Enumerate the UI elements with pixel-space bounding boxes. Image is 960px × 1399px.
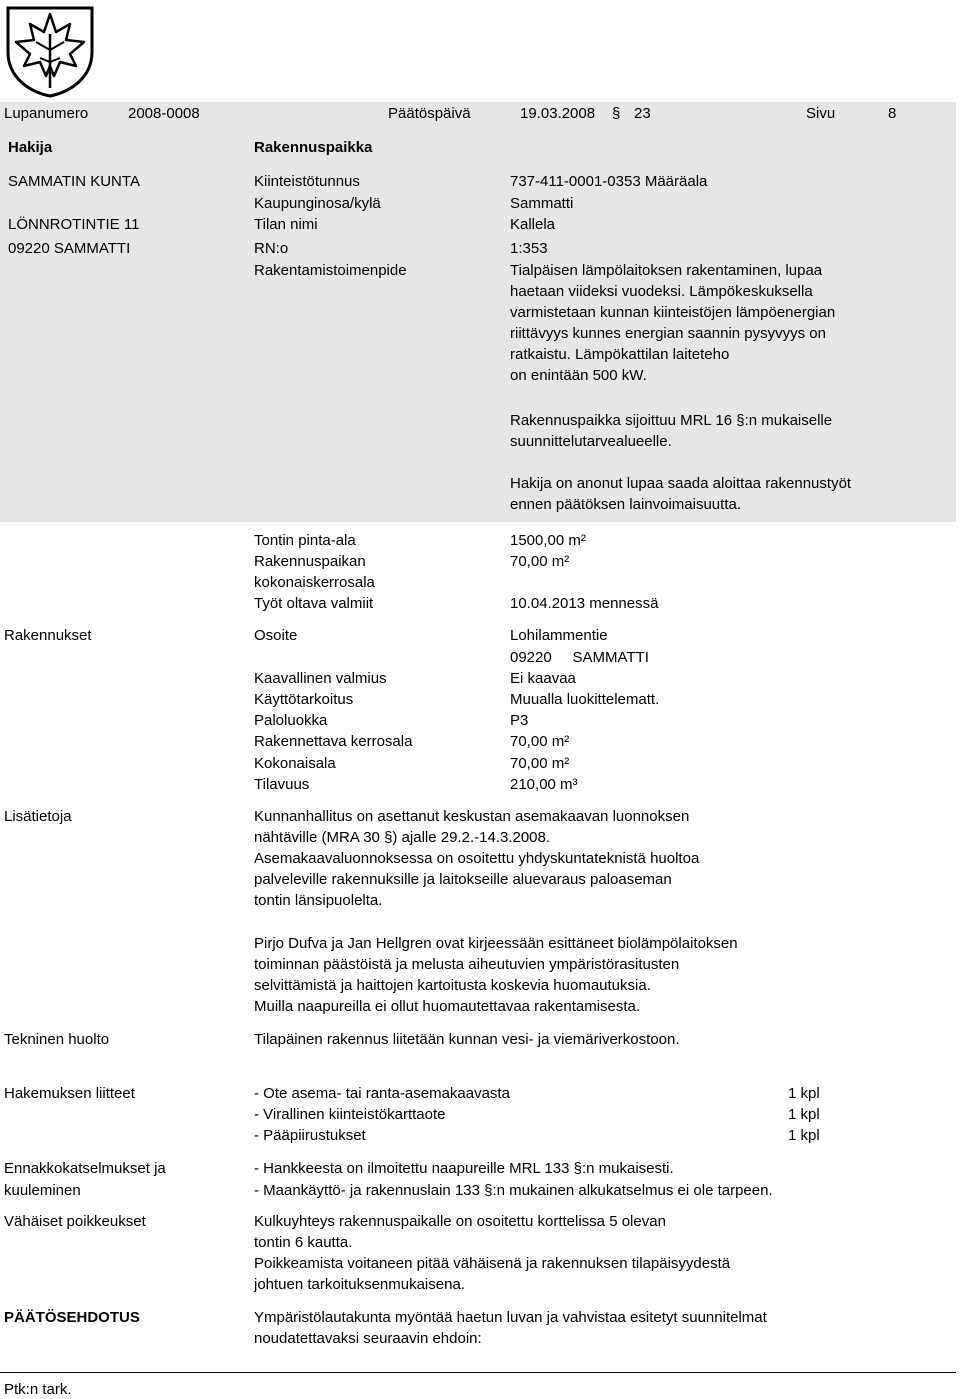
osoite-value-street: Lohilammentie bbox=[510, 627, 608, 644]
pinta-ala-label: Tontin pinta-ala bbox=[254, 532, 356, 549]
liite-qty: 1 kpl bbox=[788, 1106, 820, 1123]
text-line: Ympäristölautakunta myöntää haetun luvan ja vahvistaa esitetyt suunnitelmat bbox=[254, 1309, 767, 1326]
rn-label: RN:o bbox=[254, 240, 289, 257]
tilavuus-label: Tilavuus bbox=[254, 776, 310, 793]
pinta-ala-value: 1500,00 m² bbox=[510, 532, 586, 549]
text-line: Muilla naapureilla ei ollut huomautettavaa rakentamisesta. bbox=[254, 998, 641, 1015]
liite-name: - Virallinen kiinteistökarttaote bbox=[254, 1106, 446, 1123]
kaytto-label: Käyttötarkoitus bbox=[254, 691, 354, 708]
text-line: tontin 6 kautta. bbox=[254, 1234, 353, 1251]
tekninen-label: Tekninen huolto bbox=[4, 1031, 110, 1048]
ptk-tark-label: Ptk:n tark. bbox=[4, 1381, 72, 1398]
footer-divider bbox=[0, 1372, 956, 1373]
text-line: haetaan viideksi vuodeksi. Lämpökeskuksella bbox=[510, 283, 813, 300]
doc-type: PÖYTÄKIRJA bbox=[522, 16, 626, 33]
tekninen-text: Tilapäinen rakennus liitetään kunnan vesi- ja viemäriverkostoon. bbox=[254, 1031, 680, 1048]
kokonaisala-label: Kokonaisala bbox=[254, 755, 336, 772]
poikkeukset-label: Vähäiset poikkeukset bbox=[4, 1213, 146, 1230]
text-line: johtuen tarkoituksenmukaisena. bbox=[254, 1276, 465, 1293]
text-line: toiminnan päästöistä ja melusta aiheutuvien ympäristörasitusten bbox=[254, 956, 680, 973]
kerrosala-label-1: Rakennuspaikan bbox=[254, 553, 366, 570]
kunta-label: Kaupunginosa/kylä bbox=[254, 195, 381, 212]
liite-qty: 1 kpl bbox=[788, 1127, 820, 1144]
kunta-value: Sammatti bbox=[510, 195, 574, 212]
text-line: Kulkuyhteys rakennuspaikalle on osoitettu korttelissa 5 olevan bbox=[254, 1213, 666, 1230]
paatosehdotus-text bbox=[254, 1307, 767, 1349]
text-line: Rakennuspaikka sijoittuu MRL 16 §:n mukaiselle bbox=[510, 412, 833, 429]
sijoittuu-text bbox=[510, 410, 832, 452]
tilan-nimi-label: Tilan nimi bbox=[254, 216, 318, 233]
kaava-value: Ei kaavaa bbox=[510, 670, 576, 687]
liitteet-label: Hakemuksen liitteet bbox=[4, 1085, 135, 1102]
lisatietoja-para-2 bbox=[254, 933, 738, 1017]
katselmukset-line: - Maankäyttö- ja rakennuslain 133 §:n mukainen alkukatselmus ei ole tarpeen. bbox=[254, 1182, 773, 1199]
org-unit: Ympäristölautakunta bbox=[118, 39, 264, 56]
lupanumero-value: 2008-0008 bbox=[128, 105, 200, 122]
text-line: nähtäville (MRA 30 §) ajalle 29.2.-14.3.2008. bbox=[254, 829, 551, 846]
lisatietoja-para-1 bbox=[254, 806, 699, 911]
text-line: palveleville rakennuksille ja laitokseille aluevaraus paloaseman bbox=[254, 871, 672, 888]
text-line: Tialpäisen lämpölaitoksen rakentaminen, lupaa bbox=[510, 262, 823, 279]
osoite-label: Osoite bbox=[254, 627, 298, 644]
valmiit-label: Työt oltava valmiit bbox=[254, 595, 374, 612]
paatospaiva-value: 19.03.2008 bbox=[520, 105, 596, 122]
valmiit-value: 10.04.2013 mennessä bbox=[510, 595, 659, 612]
text-line: on enintään 500 kW. bbox=[510, 367, 647, 384]
rakennuspaikka-label: Rakennuspaikka bbox=[254, 139, 373, 156]
text-line: suunnittelutarvealueelle. bbox=[510, 433, 672, 450]
text-line: ennen päätöksen lainvoimaisuutta. bbox=[510, 496, 741, 513]
applicant-postcode: 09220 SAMMATTI bbox=[8, 240, 131, 257]
kokonaisala-value: 70,00 m² bbox=[510, 755, 570, 772]
kaava-label: Kaavallinen valmius bbox=[254, 670, 387, 687]
lisatietoja-label: Lisätietoja bbox=[4, 808, 72, 825]
tilavuus-value: 210,00 m³ bbox=[510, 776, 578, 793]
text-line: Pirjo Dufva ja Jan Hellgren ovat kirjeessään esittäneet biolämpölaitoksen bbox=[254, 935, 738, 952]
sivu-label: Sivu bbox=[806, 105, 836, 122]
liite-name: - Pääpiirustukset bbox=[254, 1127, 366, 1144]
text-line: Poikkeamista voitaneen pitää vähäisenä ja rakennuksen tilapäisyydestä bbox=[254, 1255, 731, 1272]
rakennukset-label: Rakennukset bbox=[4, 627, 92, 644]
palo-label: Paloluokka bbox=[254, 712, 328, 729]
text-line: tontin länsipuolelta. bbox=[254, 892, 383, 909]
text-line: Asemakaavaluonnoksessa on osoitettu yhdyskuntateknistä huoltoa bbox=[254, 850, 700, 867]
text-line: Hakija on anonut lupaa saada aloittaa rakennustyöt bbox=[510, 475, 852, 492]
text-line: varmistetaan kunnan kiinteistöjen lämpöenergian bbox=[510, 304, 836, 321]
katselmukset-label-2: kuuleminen bbox=[4, 1182, 81, 1199]
lupanumero-label: Lupanumero bbox=[4, 105, 89, 122]
rakennettava-kerrosala-label: Rakennettava kerrosala bbox=[254, 733, 413, 750]
text-line: riittävyys kunnes energian saannin pysyvyys on bbox=[510, 325, 826, 342]
palo-value: P3 bbox=[510, 712, 529, 729]
text-line: Kunnanhallitus on asettanut keskustan asemakaavan luonnoksen bbox=[254, 808, 690, 825]
doc-subtype: Tilapäinen lupa bbox=[522, 39, 639, 56]
paatospaiva-label: Päätöspäivä bbox=[388, 105, 471, 122]
applicant-name: SAMMATIN KUNTA bbox=[8, 173, 140, 190]
hakija-label: Hakija bbox=[8, 139, 53, 156]
plot-kerrosala-value: 70,00 m² bbox=[510, 553, 570, 570]
applicant-address: LÖNNROTINTIE 11 bbox=[8, 216, 140, 233]
katselmukset-line: - Hankkeesta on ilmoitettu naapureille MRL 133 §:n mukaisesti. bbox=[254, 1160, 674, 1177]
poikkeukset-text bbox=[254, 1211, 730, 1295]
text-line: selvittämistä ja haittojen kartoitusta koskevia huomautuksia. bbox=[254, 977, 651, 994]
text-line: noudatettavaksi seuraavin ehdoin: bbox=[254, 1330, 482, 1347]
section-symbol-icon: § bbox=[612, 105, 621, 122]
kiinteistotunnus-label: Kiinteistötunnus bbox=[254, 173, 360, 190]
katselmukset-label-1: Ennakkokatselmukset ja bbox=[4, 1160, 166, 1177]
liite-qty: 1 kpl bbox=[788, 1085, 820, 1102]
paatosehdotus-label: PÄÄTÖSEHDOTUS bbox=[4, 1309, 140, 1326]
toimenpide-label: Rakentamistoimenpide bbox=[254, 262, 407, 279]
osoite-value-postcode: 09220 SAMMATTI bbox=[510, 649, 649, 666]
rakennettava-kerrosala-value: 70,00 m² bbox=[510, 733, 570, 750]
section-number: 23 bbox=[634, 105, 651, 122]
municipal-coat-of-arms-icon bbox=[4, 4, 96, 98]
rn-value: 1:353 bbox=[510, 240, 548, 257]
liite-name: - Ote asema- tai ranta-asemakaavasta bbox=[254, 1085, 510, 1102]
kerrosala-label-2: kokonaiskerrosala bbox=[254, 574, 375, 591]
sivu-value: 8 bbox=[888, 105, 897, 122]
aloitus-text bbox=[510, 473, 851, 515]
text-line: ratkaistu. Lämpökattilan laiteteho bbox=[510, 346, 730, 363]
org-name: SAMMATTI bbox=[118, 16, 200, 33]
kiinteistotunnus-value: 737-411-0001-0353 Määräala bbox=[510, 173, 708, 190]
kaytto-value: Muualla luokittelematt. bbox=[510, 691, 660, 708]
toimenpide-text bbox=[510, 260, 835, 386]
tilan-nimi-value: Kallela bbox=[510, 216, 556, 233]
